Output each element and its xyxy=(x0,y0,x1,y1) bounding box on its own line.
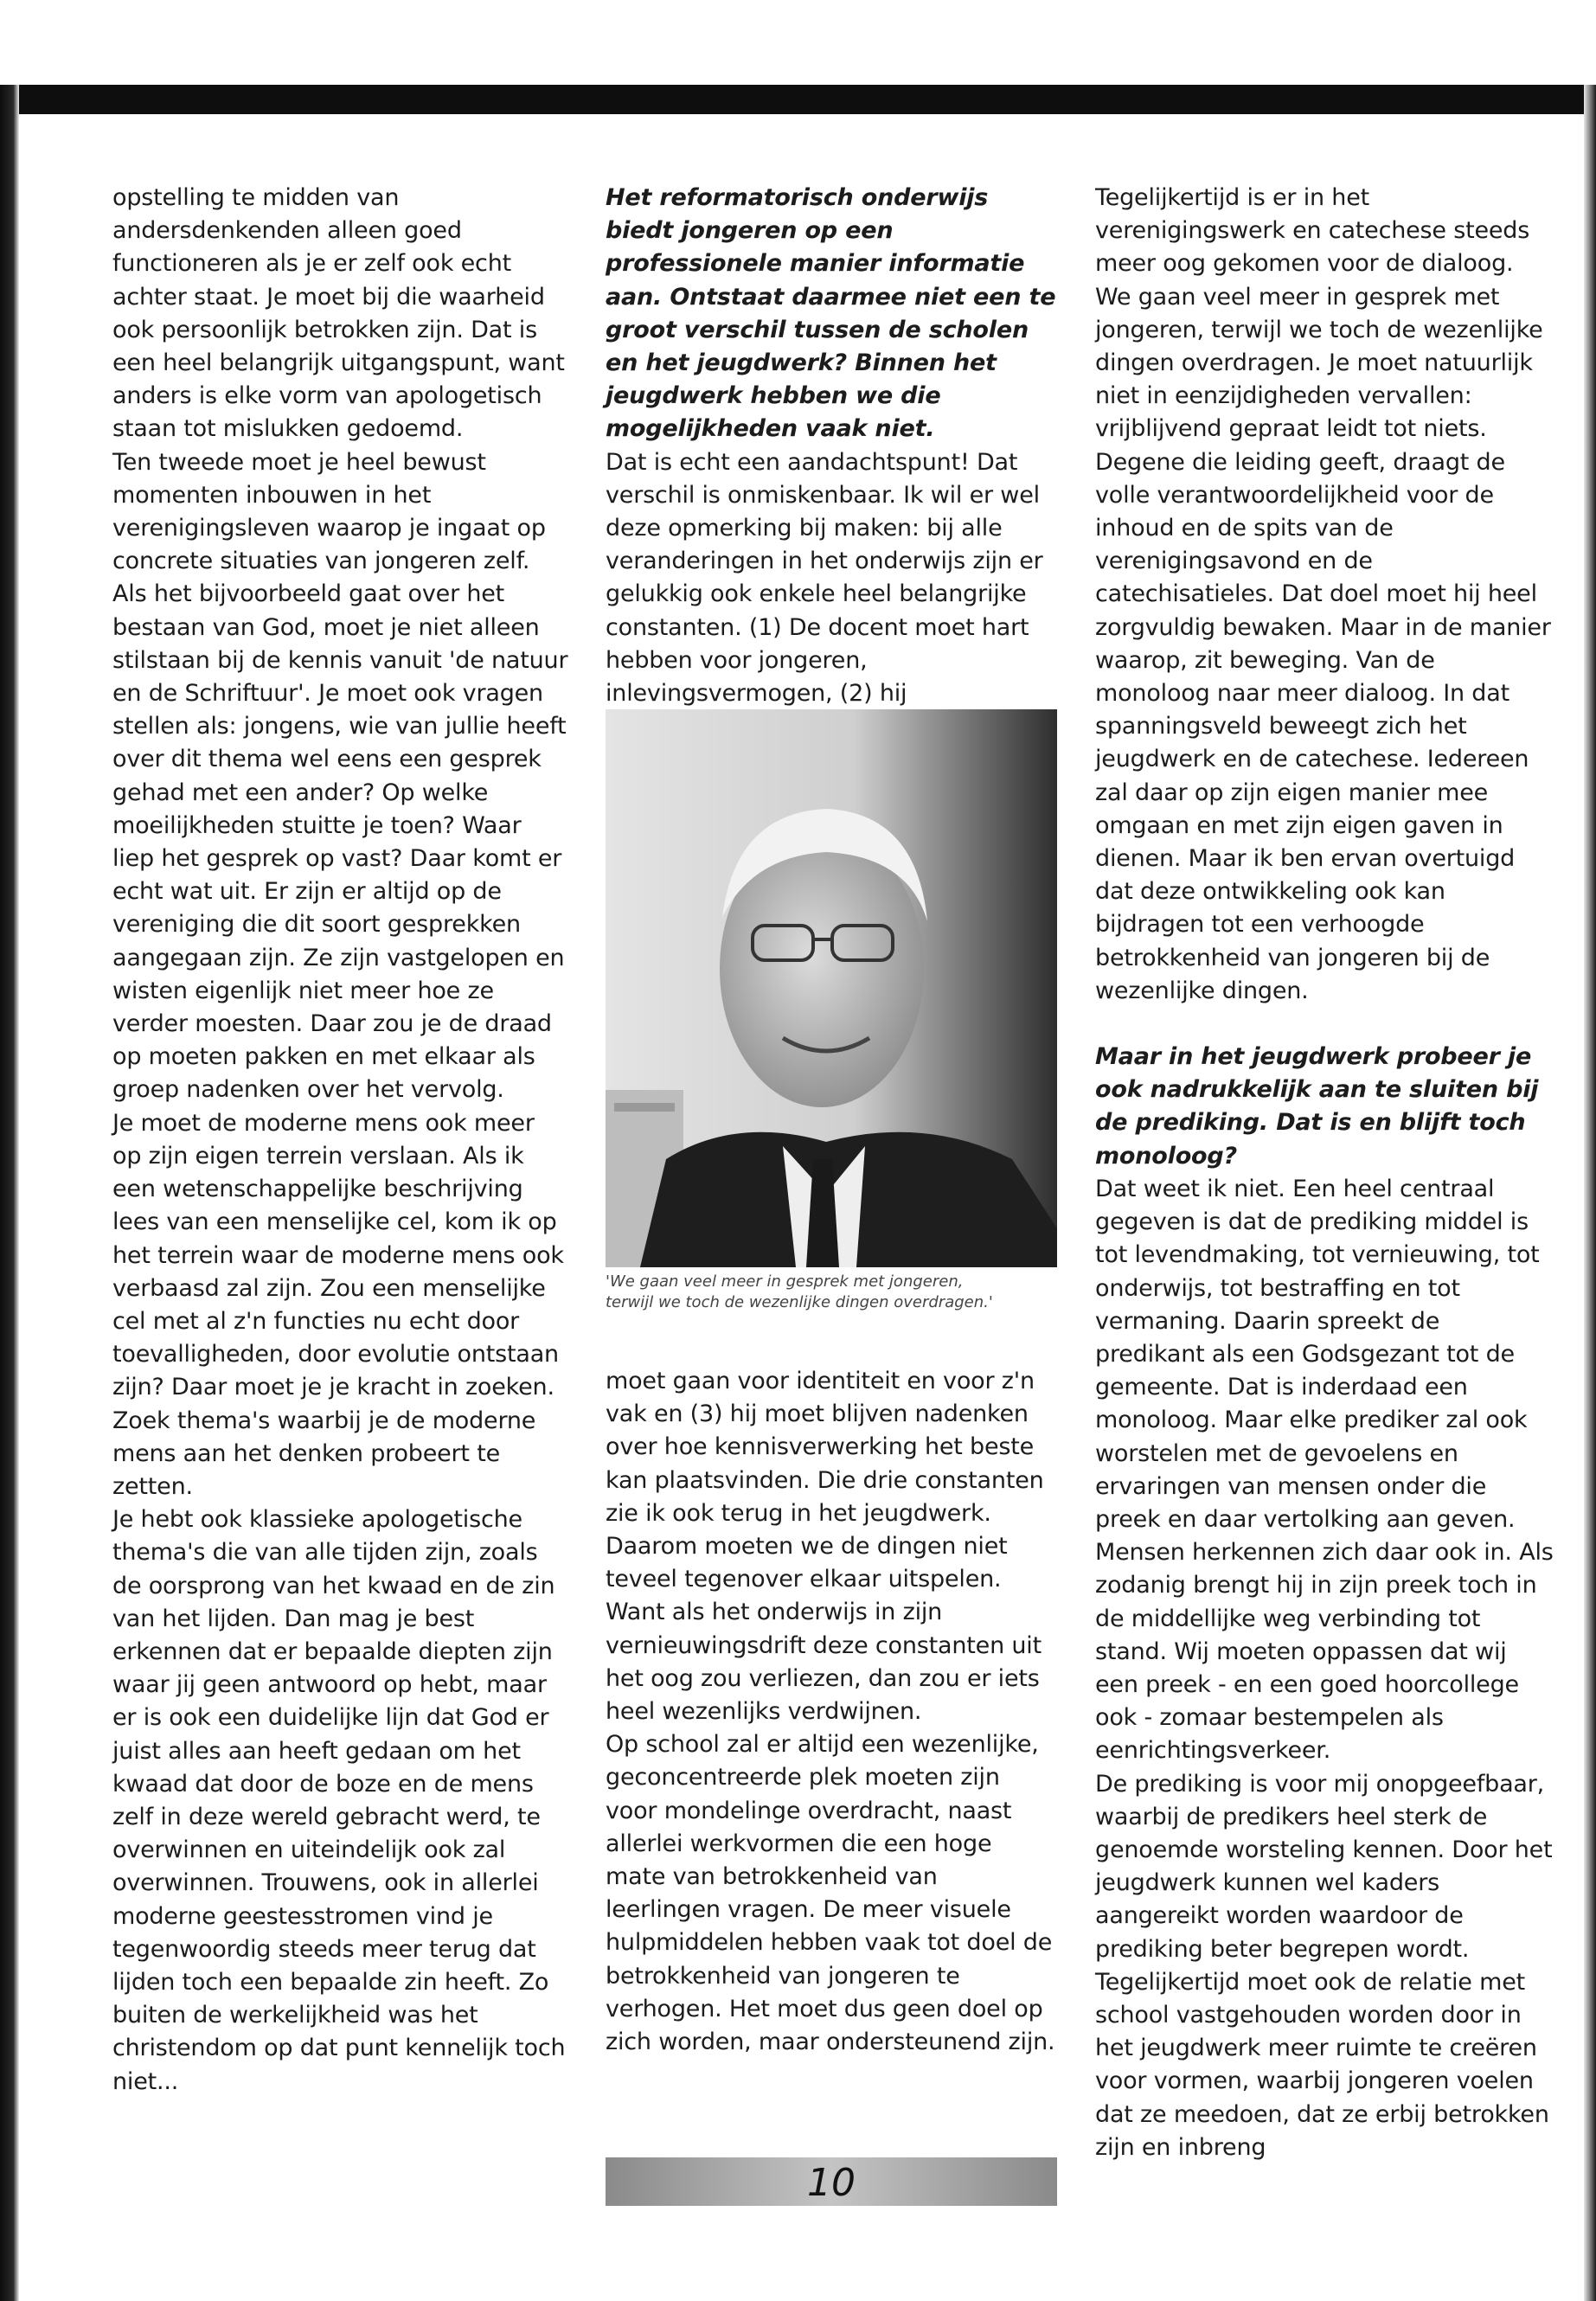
text-column-2-bottom xyxy=(606,1365,1057,2059)
paragraph: Ten tweede moet je heel bewust momenten inbouwen in het verenigingsleven waarop je ingaat op concrete situaties van jongeren zelf. Als het bijvoorbeeld gaat over het bestaan van God, moet je niet alleen stilstaan bij de kennis vanuit 'de natuur en de Schriftuur'. Je moet ook vragen stellen als: jongens, wie van jullie heeft over dit thema wel eens een gesprek gehad met een ander? Op welke moeilijkheden stuitte je toen? Waar liep het gesprek op vast? Daar komt er echt wat uit. Er zijn er altijd op de vereniging die dit soort gesprekken aangegaan zijn. Ze zijn vastgelopen en wisten eigenlijk niet meer hoe ze verder moesten. Daar zou je de draad op moeten pakken en met elkaar als groep nadenken over het vervolg. xyxy=(112,448,568,1104)
paragraph: Op school zal er altijd een wezenlijke, geconcentreerde plek moeten zijn voor mondelinge overdracht, naast allerlei werkvormen die een hoge mate van betrokkenheid van leerlingen vragen. De meer visuele hulpmiddelen hebben vaak tot doel de betrokkenheid van jongeren te verhogen. Het moet dus geen doel op zich worden, maar ondersteunend zijn. xyxy=(606,1731,1055,2056)
photo-caption: 'We gaan veel meer in gesprek met jongeren, terwijl we toch de wezenlijke dingen overdragen.' xyxy=(606,1272,993,1311)
paragraph: Je moet de moderne mens ook meer op zijn eigen terrein verslaan. Als ik een wetenschappelijke beschrijving lees van een menselijke cel, kom ik op het terrein waar de moderne mens ook verbaasd zal zijn. Zou een menselijke cel met al z'n functies nu echt door toevalligheden, door evolutie ontstaan zijn? Daar moet je je kracht in zoeken. Zoek thema's waarbij je de moderne mens aan het denken probeert te zetten. xyxy=(112,1109,564,1500)
interview-question: Het reformatorisch onderwijs biedt jongeren op een professionele manier informatie aan. Ontstaat daarmee niet een te groot verschil tussen de scholen en het jeugdwerk? Binnen het jeugdwerk hebben we die mogelijkheden vaak niet. xyxy=(606,184,1056,443)
interview-question: Maar in het jeugdwerk probeer je ook nadrukkelijk aan te sluiten bij de prediking. Dat is en blijft toch monoloog? xyxy=(1095,1043,1539,1170)
portrait-photo xyxy=(606,709,1057,1267)
paragraph: opstelling te midden van andersdenkenden alleen goed functioneren als je er zelf ook echt achter staat. Je moet bij die waarheid ook persoonlijk betrokken zijn. Dat is een heel belangrijk uitgangspunt, want anders is elke vorm van apologetisch staan tot mislukken gedoemd. xyxy=(112,184,565,443)
paragraph: Dat is echt een aandachtspunt! Dat verschil is onmiskenbaar. Ik wil er wel deze opmerking bij maken: bij alle veranderingen in het onderwijs zijn er gelukkig ook enkele heel belangrijke constanten. (1) De docent moet hart hebben voor jongeren, inlevingsvermogen, (2) hij xyxy=(606,448,1043,708)
text-column-2-top xyxy=(606,182,1057,710)
page-number: 10 xyxy=(807,2161,856,2205)
scan-right-edge xyxy=(1584,85,1596,2301)
page-number-bar xyxy=(606,2157,1057,2206)
text-column-3 xyxy=(1095,182,1554,2164)
paragraph: moet gaan voor identiteit en voor z'n vak en (3) hij moet blijven nadenken over hoe kennisverwerking het beste kan plaatsvinden. Die drie constanten zie ik ook terug in het jeugdwerk. Daarom moeten we de dingen niet teveel tegenover elkaar uitspelen. Want als het onderwijs in zijn vernieuwingsdrift deze constanten uit het oog zou verliezen, dan zou er iets heel wezenlijks verdwijnen. xyxy=(606,1368,1044,1726)
text-column-1 xyxy=(112,182,569,2099)
scan-top-border xyxy=(0,85,1596,114)
paragraph: De prediking is voor mij onopgeefbaar, waarbij de predikers heel sterk de genoemde worsteling kennen. Door het jeugdwerk kunnen wel kaders aangereikt worden waardoor de prediking beter begrepen wordt. Tegelijkertijd moet ook de relatie met school vastgehouden worden door in het jeugdwerk meer ruimte te creëren voor vormen, waarbij jongeren voelen dat ze meedoen, dat ze erbij betrokken zijn en inbreng xyxy=(1095,1770,1553,2161)
paragraph: Tegelijkertijd is er in het verenigingswerk en catechese steeds meer oog gekomen voor de dialoog. We gaan veel meer in gesprek met jongeren, terwijl we toch de wezenlijke dingen overdragen. Je moet natuurlijk niet in eenzijdigheden vervallen: vrijblijvend gepraat leidt tot niets. Degene die leiding geeft, draagt de volle verantwoordelijkheid voor de inhoud en de spits van de verenigingsavond en de catechisatieles. Dat doel moet hij heel zorgvuldig bewaken. Maar in de manier waarop, zit beweging. Van de monoloog naar meer dialoog. In dat spanningsveld beweegt zich het jeugdwerk en de catechese. Iedereen zal daar op zijn eigen manier mee omgaan en met zijn eigen gaven in dienen. Maar ik ben ervan overtuigd dat deze ontwikkeling ook kan bijdragen tot een verhoogde betrokkenheid van jongeren bij de wezenlijke dingen. xyxy=(1095,184,1551,1004)
paragraph: Dat weet ik niet. Een heel centraal gegeven is dat de prediking middel is tot levendmaking, tot vernieuwing, tot onderwijs, tot bestraffing en tot vermaning. Daarin spreekt de predikant als een Godsgezant tot de gemeente. Dat is inderdaad een monoloog. Maar elke prediker zal ook worstelen met de gevoelens en ervaringen van mensen onder die preek en daar vertolking aan geven. Mensen herkennen zich daar ook in. Als zodanig brengt hij in zijn preek toch in de middellijke weg verbinding tot stand. Wij moeten oppassen dat wij een preek - en een goed hoorcollege ook - zomaar bestempelen als eenrichtingsverkeer. xyxy=(1095,1175,1554,1765)
scan-left-edge xyxy=(0,85,19,2301)
paragraph: Je hebt ook klassieke apologetische thema's die van alle tijden zijn, zoals de oorsprong van het kwaad en de zin van het lijden. Dan mag je best erkennen dat er bepaalde diepten zijn waar jij geen antwoord op hebt, maar er is ook een duidelijke lijn dat God er juist alles aan heeft gedaan om het kwaad dat door de boze en de mens zelf in deze wereld gebracht werd, te overwinnen en uiteindelijk ook zal overwinnen. Trouwens, ook in allerlei moderne geestesstromen vind je tegenwoordig steeds meer terug dat lijden toch een bepaalde zin heeft. Zo buiten de werkelijkheid was het christendom op dat punt kennelijk toch niet... xyxy=(112,1506,566,2095)
